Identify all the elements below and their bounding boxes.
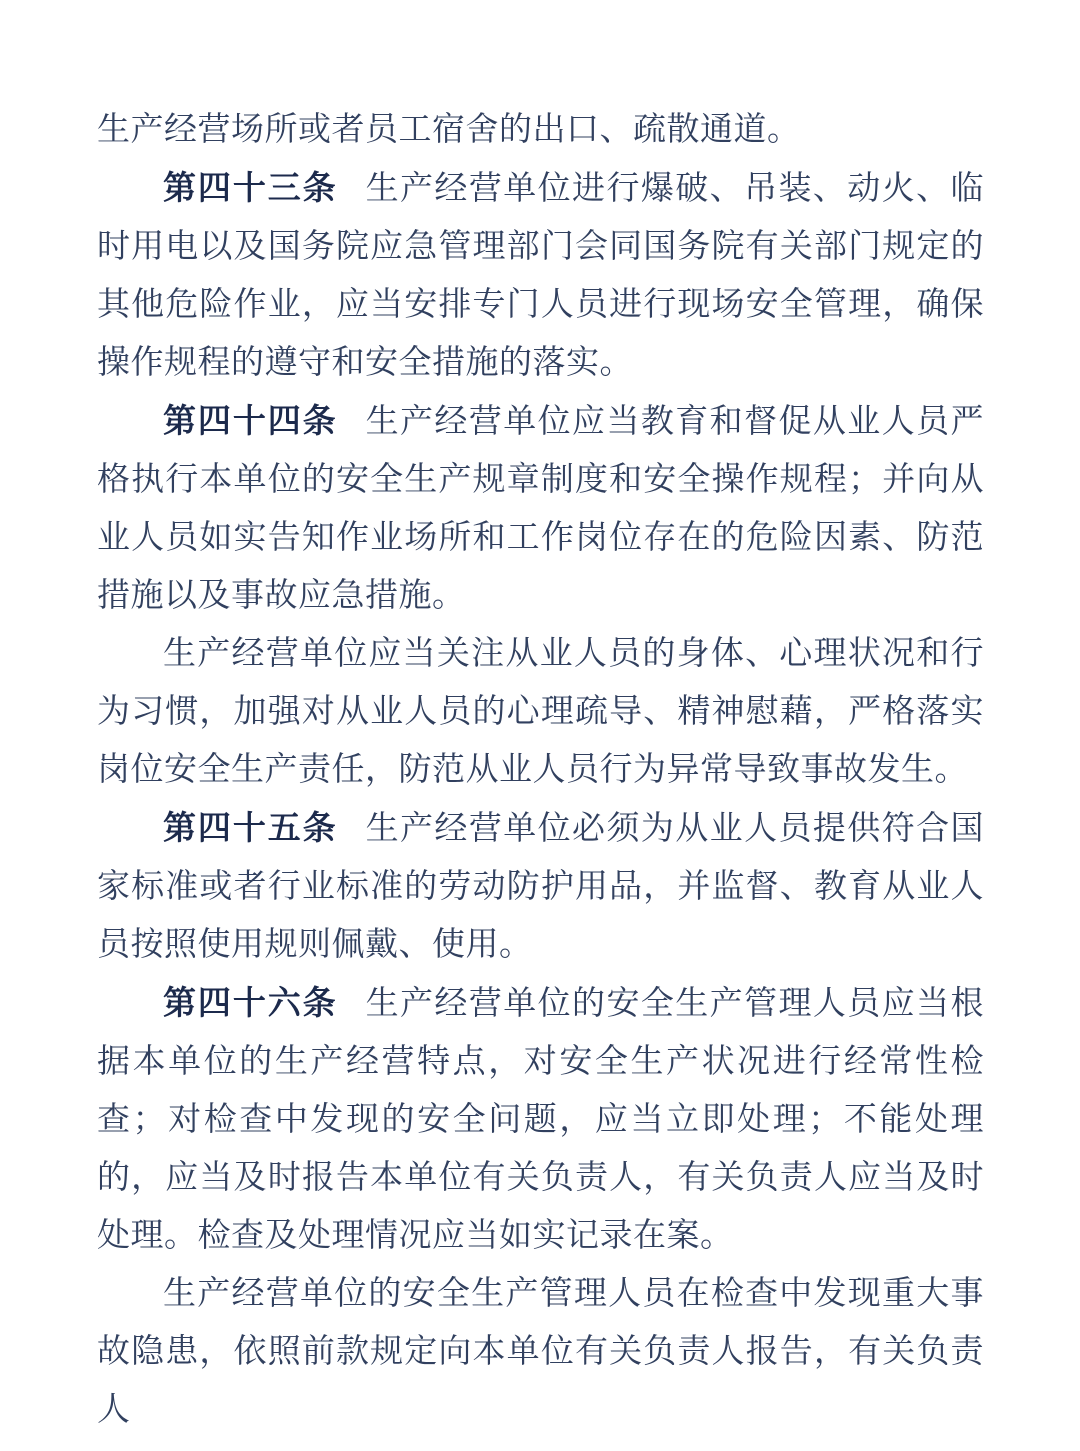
article-number: 第四十六条 bbox=[163, 984, 338, 1021]
article-text: 生产经营单位的安全生产管理人员在检查中发现重大事故隐患，依照前款规定向本单位有关负责人报告，有关负责人 bbox=[97, 1276, 984, 1428]
article-number: 第四十三条 bbox=[163, 169, 338, 206]
paragraph-article-46-clause-2 bbox=[97, 1265, 984, 1439]
article-text: 生产经营单位的安全生产管理人员应当根据本单位的生产经营特点，对安全生产状况进行经常性检查；对检查中发现的安全问题，应当立即处理；不能处理的，应当及时报告本单位有关负责人，有关负责人应当及时处理。检查及处理情况应当如实记录在案。 bbox=[97, 986, 985, 1254]
paragraph-article-45 bbox=[97, 799, 984, 974]
paragraph-article-44 bbox=[97, 392, 984, 625]
paragraph-article-44-clause-2 bbox=[97, 625, 984, 799]
article-text: 生产经营单位应当教育和督促从业人员严格执行本单位的安全生产规章制度和安全操作规程；并向从业人员如实告知作业场所和工作岗位存在的危险因素、防范措施以及事故应急措施。 bbox=[97, 404, 985, 614]
article-number: 第四十四条 bbox=[163, 402, 338, 439]
law-text-block bbox=[97, 101, 984, 1439]
article-text: 生产经营单位应当关注从业人员的身体、心理状况和行为习惯，加强对从业人员的心理疏导、精神慰藉，严格落实岗位安全生产责任，防范从业人员行为异常导致事故发生。 bbox=[97, 636, 984, 788]
article-text: 生产经营单位必须为从业人员提供符合国家标准或者行业标准的劳动防护用品，并监督、教育从业人员按照使用规则佩戴、使用。 bbox=[97, 811, 985, 963]
paragraph-continuation bbox=[97, 101, 984, 159]
article-text: 生产经营单位进行爆破、吊装、动火、临时用电以及国务院应急管理部门会同国务院有关部门规定的其他危险作业，应当安排专门人员进行现场安全管理，确保操作规程的遵守和安全措施的落实。 bbox=[97, 171, 985, 381]
article-text: 生产经营场所或者员工宿舍的出口、疏散通道。 bbox=[97, 112, 801, 148]
paragraph-article-43 bbox=[97, 159, 984, 392]
article-number: 第四十五条 bbox=[163, 809, 338, 846]
paragraph-article-46 bbox=[97, 974, 984, 1265]
